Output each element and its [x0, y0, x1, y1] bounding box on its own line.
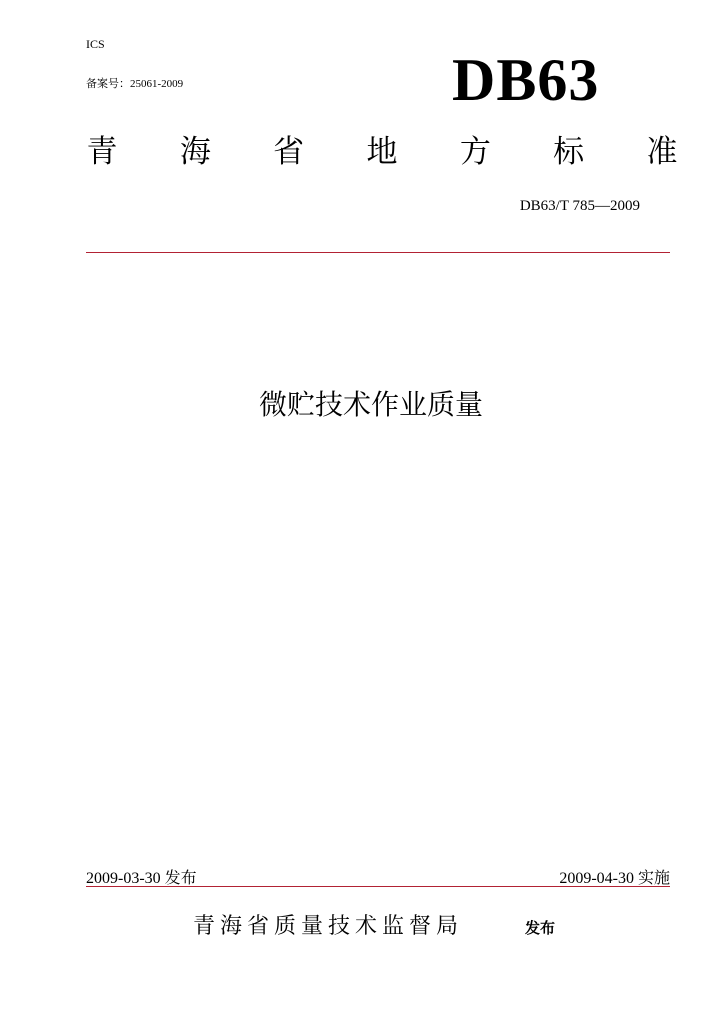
top-divider — [86, 252, 670, 253]
standard-type-char: 地 — [366, 134, 398, 170]
standard-type-char: 省 — [273, 134, 305, 170]
implementation-date: 2009-04-30 实施 — [559, 870, 670, 887]
publisher-suffix: 发布 — [525, 919, 556, 937]
standard-type-char: 准 — [646, 134, 678, 170]
standard-type-char: 青 — [86, 134, 118, 170]
standard-type-char: 方 — [459, 134, 491, 170]
document-title-text: 微贮技术作业质量 — [258, 388, 483, 421]
document-title — [0, 385, 724, 425]
publisher-name: 青海省质量技术监督局 — [193, 914, 464, 939]
filing-record — [86, 75, 183, 91]
filing-label: 备案号： — [86, 77, 130, 90]
standard-type-char: 标 — [553, 134, 585, 170]
filing-number: 25061-2009 — [130, 78, 184, 90]
bottom-divider — [86, 886, 670, 887]
ics-label: ICS — [86, 37, 105, 51]
standard-type-char: 海 — [179, 134, 211, 170]
standard-number: DB63/T 785—2009 — [519, 198, 640, 214]
db63-logo: DB63 — [452, 47, 600, 113]
standard-type-title — [86, 132, 678, 172]
issue-date: 2009-03-30 发布 — [86, 870, 197, 887]
